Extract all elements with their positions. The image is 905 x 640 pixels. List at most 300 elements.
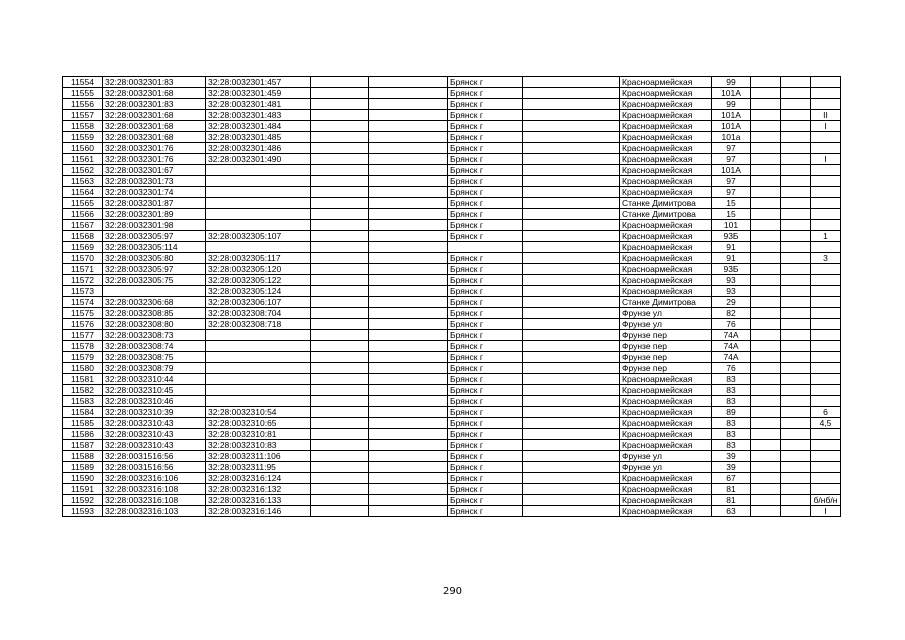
- record-number-cell: 11554: [63, 77, 103, 88]
- empty-cell-cell: [781, 99, 811, 110]
- apartment-cell: [811, 319, 841, 330]
- city-cell: [448, 242, 523, 253]
- record-number-cell: 11577: [63, 330, 103, 341]
- empty-cell-cell: [523, 264, 620, 275]
- land-cadastral-number-cell: 32:28:0032301:83: [103, 77, 206, 88]
- city-cell: Брянск г: [448, 264, 523, 275]
- record-number-cell: 11572: [63, 275, 103, 286]
- record-number-cell: 11587: [63, 440, 103, 451]
- building-cadastral-number-cell: 32:28:0032316:132: [206, 484, 311, 495]
- apartment-cell: 1: [811, 231, 841, 242]
- empty-cell-cell: [523, 429, 620, 440]
- empty-cell-cell: [369, 187, 448, 198]
- apartment-cell: [811, 132, 841, 143]
- table-row: [63, 165, 841, 176]
- street-cell: Фрунзе ул: [620, 308, 712, 319]
- empty-cell-cell: [523, 440, 620, 451]
- empty-cell-cell: [369, 198, 448, 209]
- building-cadastral-number-cell: 32:28:0032301:457: [206, 77, 311, 88]
- empty-cell-cell: [311, 418, 369, 429]
- empty-cell-cell: [781, 88, 811, 99]
- street-cell: Красноармейская: [620, 264, 712, 275]
- record-number-cell: 11569: [63, 242, 103, 253]
- city-cell: Брянск г: [448, 418, 523, 429]
- empty-cell-cell: [751, 143, 781, 154]
- table-row: [63, 319, 841, 330]
- empty-cell-cell: [751, 341, 781, 352]
- empty-cell-cell: [751, 154, 781, 165]
- city-cell: Брянск г: [448, 110, 523, 121]
- empty-cell-cell: [369, 396, 448, 407]
- empty-cell-cell: [751, 187, 781, 198]
- building-cadastral-number-cell: [206, 341, 311, 352]
- table-row: [63, 462, 841, 473]
- city-cell: Брянск г: [448, 473, 523, 484]
- land-cadastral-number-cell: 32:28:0031516:56: [103, 462, 206, 473]
- house-number-cell: 83: [712, 429, 751, 440]
- city-cell: Брянск г: [448, 231, 523, 242]
- empty-cell-cell: [523, 506, 620, 517]
- empty-cell-cell: [369, 308, 448, 319]
- city-cell: Брянск г: [448, 341, 523, 352]
- empty-cell-cell: [523, 396, 620, 407]
- empty-cell-cell: [781, 209, 811, 220]
- building-cadastral-number-cell: 32:28:0032305:120: [206, 264, 311, 275]
- record-number-cell: 11589: [63, 462, 103, 473]
- empty-cell-cell: [781, 110, 811, 121]
- land-cadastral-number-cell: 32:28:0032301:68: [103, 88, 206, 99]
- house-number-cell: 97: [712, 154, 751, 165]
- record-number-cell: 11593: [63, 506, 103, 517]
- street-cell: Станке Димитрова: [620, 198, 712, 209]
- empty-cell-cell: [311, 319, 369, 330]
- empty-cell-cell: [369, 99, 448, 110]
- building-cadastral-number-cell: 32:28:0032305:124: [206, 286, 311, 297]
- land-cadastral-number-cell: 32:28:0032305:75: [103, 275, 206, 286]
- empty-cell-cell: [311, 110, 369, 121]
- empty-cell-cell: [311, 132, 369, 143]
- empty-cell-cell: [751, 220, 781, 231]
- empty-cell-cell: [781, 198, 811, 209]
- empty-cell-cell: [369, 330, 448, 341]
- house-number-cell: 76: [712, 319, 751, 330]
- empty-cell-cell: [311, 352, 369, 363]
- street-cell: Фрунзе ул: [620, 319, 712, 330]
- house-number-cell: 83: [712, 396, 751, 407]
- building-cadastral-number-cell: 32:28:0032310:65: [206, 418, 311, 429]
- empty-cell-cell: [523, 385, 620, 396]
- apartment-cell: [811, 77, 841, 88]
- empty-cell-cell: [781, 473, 811, 484]
- street-cell: Красноармейская: [620, 231, 712, 242]
- empty-cell-cell: [311, 429, 369, 440]
- empty-cell-cell: [523, 165, 620, 176]
- table-row: [63, 473, 841, 484]
- empty-cell-cell: [311, 484, 369, 495]
- empty-cell-cell: [751, 121, 781, 132]
- empty-cell-cell: [751, 352, 781, 363]
- table-row: [63, 385, 841, 396]
- street-cell: Красноармейская: [620, 242, 712, 253]
- empty-cell-cell: [523, 484, 620, 495]
- building-cadastral-number-cell: [206, 374, 311, 385]
- empty-cell-cell: [523, 374, 620, 385]
- empty-cell-cell: [369, 209, 448, 220]
- empty-cell-cell: [751, 198, 781, 209]
- land-cadastral-number-cell: 32:28:0032316:103: [103, 506, 206, 517]
- empty-cell-cell: [751, 297, 781, 308]
- house-number-cell: 101А: [712, 88, 751, 99]
- empty-cell-cell: [311, 286, 369, 297]
- land-cadastral-number-cell: 32:28:0032310:39: [103, 407, 206, 418]
- street-cell: Красноармейская: [620, 473, 712, 484]
- city-cell: Брянск г: [448, 407, 523, 418]
- empty-cell-cell: [781, 374, 811, 385]
- record-number-cell: 11556: [63, 99, 103, 110]
- apartment-cell: [811, 451, 841, 462]
- apartment-cell: [811, 165, 841, 176]
- empty-cell-cell: [311, 99, 369, 110]
- table-row: [63, 253, 841, 264]
- table-row: [63, 242, 841, 253]
- building-cadastral-number-cell: [206, 165, 311, 176]
- empty-cell-cell: [751, 110, 781, 121]
- empty-cell-cell: [369, 462, 448, 473]
- empty-cell-cell: [781, 506, 811, 517]
- land-cadastral-number-cell: 32:28:0032301:76: [103, 154, 206, 165]
- house-number-cell: 93Б: [712, 264, 751, 275]
- table-row: [63, 77, 841, 88]
- record-number-cell: 11584: [63, 407, 103, 418]
- empty-cell-cell: [311, 143, 369, 154]
- empty-cell-cell: [311, 88, 369, 99]
- building-cadastral-number-cell: 32:28:0032305:122: [206, 275, 311, 286]
- empty-cell-cell: [369, 286, 448, 297]
- house-number-cell: 99: [712, 99, 751, 110]
- table-row: [63, 88, 841, 99]
- empty-cell-cell: [523, 121, 620, 132]
- empty-cell-cell: [369, 451, 448, 462]
- street-cell: Красноармейская: [620, 143, 712, 154]
- apartment-cell: [811, 187, 841, 198]
- apartment-cell: [811, 330, 841, 341]
- empty-cell-cell: [781, 495, 811, 506]
- empty-cell-cell: [369, 154, 448, 165]
- city-cell: Брянск г: [448, 154, 523, 165]
- empty-cell-cell: [751, 132, 781, 143]
- empty-cell-cell: [369, 143, 448, 154]
- record-number-cell: 11581: [63, 374, 103, 385]
- building-cadastral-number-cell: 32:28:0032308:704: [206, 308, 311, 319]
- empty-cell-cell: [523, 352, 620, 363]
- empty-cell-cell: [369, 297, 448, 308]
- table-row: [63, 418, 841, 429]
- land-cadastral-number-cell: 32:28:0032305:80: [103, 253, 206, 264]
- empty-cell-cell: [781, 165, 811, 176]
- land-cadastral-number-cell: 32:28:0032310:44: [103, 374, 206, 385]
- house-number-cell: 83: [712, 418, 751, 429]
- apartment-cell: I: [811, 154, 841, 165]
- building-cadastral-number-cell: [206, 352, 311, 363]
- empty-cell-cell: [523, 231, 620, 242]
- house-number-cell: 97: [712, 176, 751, 187]
- street-cell: Фрунзе пер: [620, 352, 712, 363]
- apartment-cell: б/нб/н: [811, 495, 841, 506]
- land-cadastral-number-cell: 32:28:0032308:79: [103, 363, 206, 374]
- street-cell: Красноармейская: [620, 253, 712, 264]
- apartment-cell: [811, 143, 841, 154]
- land-cadastral-number-cell: 32:28:0032316:108: [103, 484, 206, 495]
- empty-cell-cell: [781, 440, 811, 451]
- empty-cell-cell: [311, 209, 369, 220]
- empty-cell-cell: [311, 242, 369, 253]
- record-number-cell: 11564: [63, 187, 103, 198]
- empty-cell-cell: [369, 110, 448, 121]
- building-cadastral-number-cell: 32:28:0032316:133: [206, 495, 311, 506]
- record-number-cell: 11567: [63, 220, 103, 231]
- empty-cell-cell: [751, 165, 781, 176]
- apartment-cell: [811, 209, 841, 220]
- table-row: [63, 341, 841, 352]
- empty-cell-cell: [751, 253, 781, 264]
- house-number-cell: 89: [712, 407, 751, 418]
- empty-cell-cell: [751, 330, 781, 341]
- apartment-cell: [811, 440, 841, 451]
- empty-cell-cell: [369, 231, 448, 242]
- street-cell: Красноармейская: [620, 99, 712, 110]
- house-number-cell: 101А: [712, 110, 751, 121]
- house-number-cell: 91: [712, 253, 751, 264]
- street-cell: Красноармейская: [620, 132, 712, 143]
- city-cell: Брянск г: [448, 440, 523, 451]
- building-cadastral-number-cell: [206, 363, 311, 374]
- street-cell: Красноармейская: [620, 165, 712, 176]
- street-cell: Красноармейская: [620, 286, 712, 297]
- record-number-cell: 11574: [63, 297, 103, 308]
- street-cell: Фрунзе пер: [620, 341, 712, 352]
- building-cadastral-number-cell: [206, 242, 311, 253]
- street-cell: Красноармейская: [620, 506, 712, 517]
- apartment-cell: [811, 396, 841, 407]
- building-cadastral-number-cell: 32:28:0032310:81: [206, 429, 311, 440]
- empty-cell-cell: [523, 198, 620, 209]
- record-number-cell: 11563: [63, 176, 103, 187]
- street-cell: Красноармейская: [620, 154, 712, 165]
- city-cell: Брянск г: [448, 88, 523, 99]
- empty-cell-cell: [369, 495, 448, 506]
- apartment-cell: [811, 341, 841, 352]
- empty-cell-cell: [311, 308, 369, 319]
- empty-cell-cell: [523, 132, 620, 143]
- table-row: [63, 495, 841, 506]
- street-cell: Красноармейская: [620, 88, 712, 99]
- city-cell: Брянск г: [448, 385, 523, 396]
- empty-cell-cell: [751, 396, 781, 407]
- table-row: [63, 297, 841, 308]
- empty-cell-cell: [311, 187, 369, 198]
- house-number-cell: 83: [712, 385, 751, 396]
- empty-cell-cell: [369, 473, 448, 484]
- empty-cell-cell: [781, 385, 811, 396]
- empty-cell-cell: [311, 440, 369, 451]
- building-cadastral-number-cell: [206, 176, 311, 187]
- empty-cell-cell: [781, 242, 811, 253]
- apartment-cell: [811, 242, 841, 253]
- table-row: [63, 275, 841, 286]
- city-cell: Брянск г: [448, 495, 523, 506]
- building-cadastral-number-cell: 32:28:0032316:146: [206, 506, 311, 517]
- building-cadastral-number-cell: 32:28:0032310:54: [206, 407, 311, 418]
- empty-cell-cell: [781, 308, 811, 319]
- land-cadastral-number-cell: 32:28:0032316:106: [103, 473, 206, 484]
- empty-cell-cell: [751, 462, 781, 473]
- table-row: [63, 231, 841, 242]
- apartment-cell: 6: [811, 407, 841, 418]
- empty-cell-cell: [523, 275, 620, 286]
- empty-cell-cell: [523, 143, 620, 154]
- empty-cell-cell: [781, 132, 811, 143]
- empty-cell-cell: [311, 330, 369, 341]
- apartment-cell: I: [811, 121, 841, 132]
- house-number-cell: 83: [712, 374, 751, 385]
- empty-cell-cell: [781, 429, 811, 440]
- empty-cell-cell: [781, 154, 811, 165]
- empty-cell-cell: [523, 220, 620, 231]
- empty-cell-cell: [751, 440, 781, 451]
- apartment-cell: [811, 88, 841, 99]
- building-cadastral-number-cell: 32:28:0032301:490: [206, 154, 311, 165]
- empty-cell-cell: [781, 176, 811, 187]
- building-cadastral-number-cell: [206, 330, 311, 341]
- street-cell: Красноармейская: [620, 176, 712, 187]
- empty-cell-cell: [523, 473, 620, 484]
- table-row: [63, 110, 841, 121]
- empty-cell-cell: [751, 319, 781, 330]
- land-cadastral-number-cell: 32:28:0032310:43: [103, 429, 206, 440]
- empty-cell-cell: [311, 374, 369, 385]
- land-cadastral-number-cell: 32:28:0032301:68: [103, 110, 206, 121]
- table-row: [63, 330, 841, 341]
- land-cadastral-number-cell: 32:28:0032305:97: [103, 231, 206, 242]
- land-cadastral-number-cell: 32:28:0032310:43: [103, 440, 206, 451]
- empty-cell-cell: [369, 429, 448, 440]
- apartment-cell: [811, 99, 841, 110]
- land-cadastral-number-cell: 32:28:0032301:74: [103, 187, 206, 198]
- house-number-cell: 97: [712, 143, 751, 154]
- street-cell: Красноармейская: [620, 407, 712, 418]
- land-cadastral-number-cell: 32:28:0032305:97: [103, 264, 206, 275]
- street-cell: Фрунзе ул: [620, 451, 712, 462]
- record-number-cell: 11557: [63, 110, 103, 121]
- table-row: [63, 407, 841, 418]
- record-number-cell: 11573: [63, 286, 103, 297]
- empty-cell-cell: [751, 407, 781, 418]
- city-cell: Брянск г: [448, 165, 523, 176]
- city-cell: Брянск г: [448, 132, 523, 143]
- record-number-cell: 11590: [63, 473, 103, 484]
- empty-cell-cell: [751, 418, 781, 429]
- building-cadastral-number-cell: [206, 385, 311, 396]
- empty-cell-cell: [751, 275, 781, 286]
- table-row: [63, 209, 841, 220]
- house-number-cell: 82: [712, 308, 751, 319]
- house-number-cell: 76: [712, 363, 751, 374]
- city-cell: Брянск г: [448, 330, 523, 341]
- empty-cell-cell: [781, 220, 811, 231]
- street-cell: Красноармейская: [620, 220, 712, 231]
- building-cadastral-number-cell: 32:28:0032311:106: [206, 451, 311, 462]
- empty-cell-cell: [311, 462, 369, 473]
- land-cadastral-number-cell: 32:28:0032310:43: [103, 418, 206, 429]
- house-number-cell: 15: [712, 209, 751, 220]
- empty-cell-cell: [311, 176, 369, 187]
- empty-cell-cell: [751, 264, 781, 275]
- land-cadastral-number-cell: 32:28:0032301:87: [103, 198, 206, 209]
- city-cell: Брянск г: [448, 77, 523, 88]
- building-cadastral-number-cell: [206, 396, 311, 407]
- building-cadastral-number-cell: 32:28:0032305:107: [206, 231, 311, 242]
- empty-cell-cell: [523, 88, 620, 99]
- house-number-cell: 91: [712, 242, 751, 253]
- empty-cell-cell: [311, 253, 369, 264]
- empty-cell-cell: [311, 264, 369, 275]
- house-number-cell: 39: [712, 451, 751, 462]
- record-number-cell: 11570: [63, 253, 103, 264]
- empty-cell-cell: [781, 253, 811, 264]
- empty-cell-cell: [311, 363, 369, 374]
- record-number-cell: 11586: [63, 429, 103, 440]
- empty-cell-cell: [369, 341, 448, 352]
- table-row: [63, 308, 841, 319]
- table-row: [63, 484, 841, 495]
- empty-cell-cell: [781, 286, 811, 297]
- empty-cell-cell: [369, 407, 448, 418]
- empty-cell-cell: [369, 352, 448, 363]
- empty-cell-cell: [781, 363, 811, 374]
- street-cell: Красноармейская: [620, 275, 712, 286]
- city-cell: Брянск г: [448, 187, 523, 198]
- building-cadastral-number-cell: 32:28:0032301:484: [206, 121, 311, 132]
- building-cadastral-number-cell: [206, 187, 311, 198]
- empty-cell-cell: [311, 198, 369, 209]
- empty-cell-cell: [311, 297, 369, 308]
- table-row: [63, 143, 841, 154]
- empty-cell-cell: [523, 462, 620, 473]
- building-cadastral-number-cell: 32:28:0032308:718: [206, 319, 311, 330]
- empty-cell-cell: [369, 506, 448, 517]
- empty-cell-cell: [751, 374, 781, 385]
- street-cell: Красноармейская: [620, 385, 712, 396]
- street-cell: Фрунзе пер: [620, 363, 712, 374]
- empty-cell-cell: [751, 242, 781, 253]
- land-cadastral-number-cell: 32:28:0032306:68: [103, 297, 206, 308]
- record-number-cell: 11576: [63, 319, 103, 330]
- empty-cell-cell: [311, 396, 369, 407]
- land-cadastral-number-cell: [103, 286, 206, 297]
- apartment-cell: [811, 264, 841, 275]
- land-cadastral-number-cell: 32:28:0032305:114: [103, 242, 206, 253]
- apartment-cell: [811, 220, 841, 231]
- city-cell: Брянск г: [448, 198, 523, 209]
- empty-cell-cell: [751, 495, 781, 506]
- city-cell: Брянск г: [448, 286, 523, 297]
- apartment-cell: [811, 198, 841, 209]
- empty-cell-cell: [369, 253, 448, 264]
- land-cadastral-number-cell: 32:28:0032301:68: [103, 132, 206, 143]
- empty-cell-cell: [311, 385, 369, 396]
- registry-table-body: [63, 77, 841, 517]
- empty-cell-cell: [781, 396, 811, 407]
